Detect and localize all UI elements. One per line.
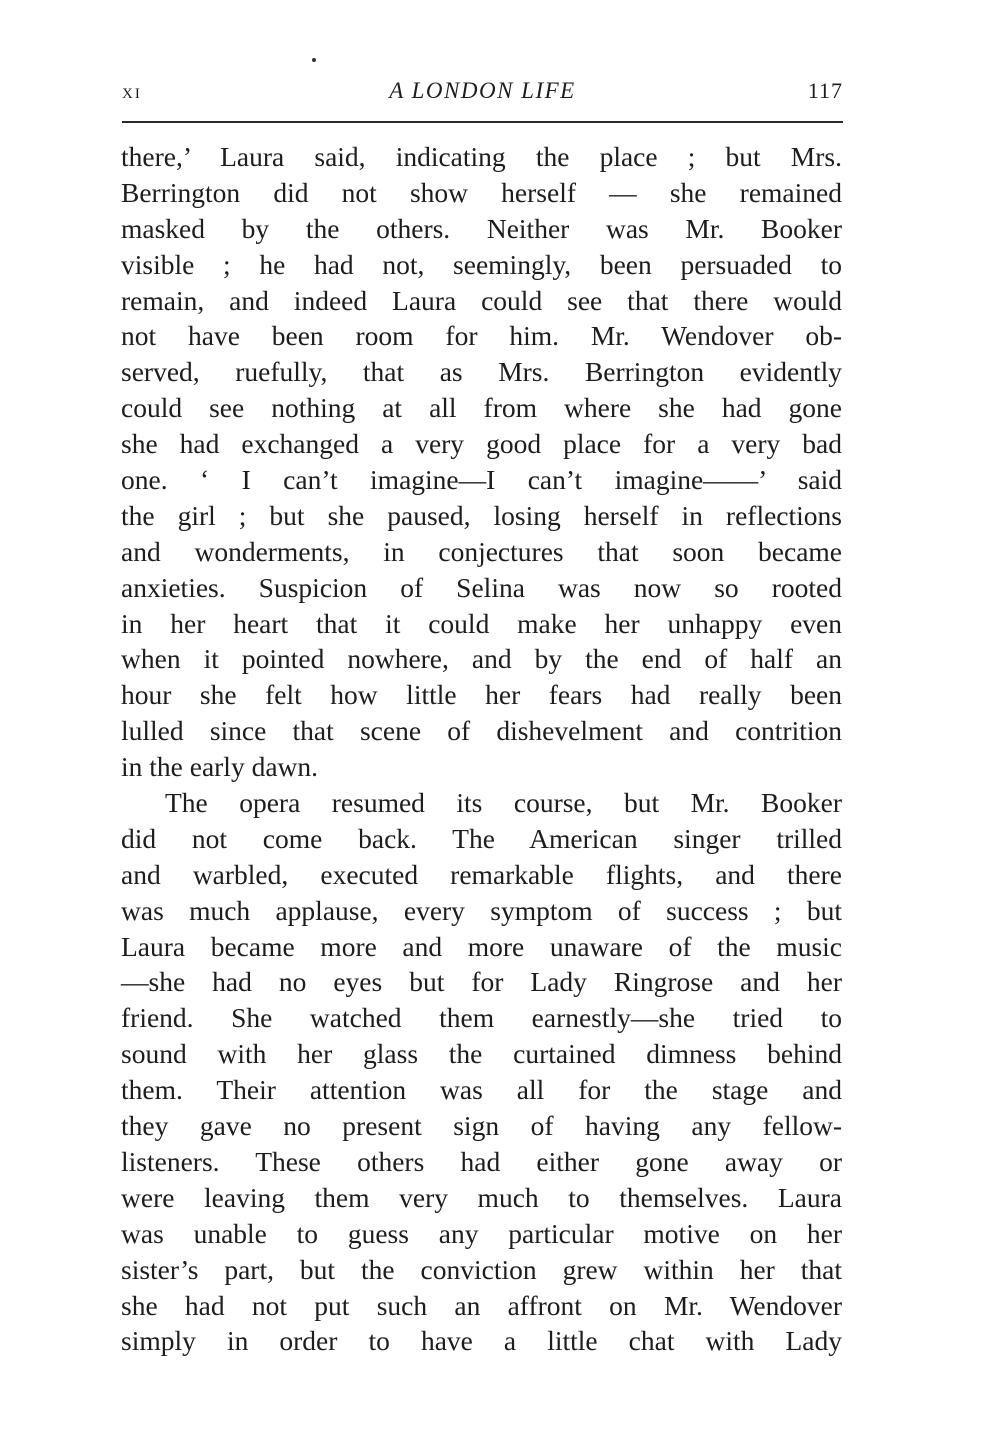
book-title: A LONDON LIFE (389, 78, 576, 103)
text-line: when it pointed nowhere, and by the end of half an (121, 643, 842, 675)
text-line: masked by the others. Neither was Mr. Booker (121, 212, 842, 244)
text-line: they gave no present sign of having any fellow- (121, 1110, 842, 1142)
text-line: did not come back. The American singer trilled (121, 822, 842, 854)
text-line: the girl ; but she paused, losing herself in reflections (121, 499, 842, 531)
text-line: one. ‘ I can’t imagine—I can’t imagine——’ said (121, 464, 842, 496)
chapter-number: xi (122, 78, 142, 103)
text-line: there,’ Laura said, indicating the place ; but Mrs. (121, 141, 842, 172)
header-rule (122, 121, 843, 123)
text-line: not have been room for him. Mr. Wendover ob- (121, 320, 842, 352)
text-line: lulled since that scene of dishevelment and contrition (121, 715, 842, 747)
text-line: friend. She watched them earnestly—she tried to (121, 1002, 842, 1034)
running-head (122, 78, 843, 112)
text-line: remain, and indeed Laura could see that there would (121, 284, 842, 316)
text-line: were leaving them very much to themselves. Laura (121, 1181, 842, 1213)
text-line: sister’s part, but the conviction grew within her that (121, 1253, 842, 1285)
text-line: Berrington did not show herself — she remained (121, 176, 842, 208)
text-line: and wonderments, in conjectures that soon became (121, 535, 842, 567)
text-line: was much applause, every symptom of success ; but (121, 894, 842, 926)
text-line: was unable to guess any particular motive on her (121, 1217, 842, 1249)
text-line: anxieties. Suspicion of Selina was now so rooted (121, 571, 842, 603)
text-line: sound with her glass the curtained dimness behind (121, 1038, 842, 1070)
text-line: hour she felt how little her fears had really been (121, 679, 842, 711)
text-line: could see nothing at all from where she had gone (121, 392, 842, 424)
paragraph (121, 785, 842, 1359)
text-line: in her heart that it could make her unhappy even (121, 607, 842, 639)
text-line: Laura became more and more unaware of the music (121, 930, 842, 962)
page-number: 117 (807, 78, 843, 103)
text-line: simply in order to have a little chat with Lady (121, 1325, 842, 1357)
ink-speck (312, 58, 316, 62)
body-text (121, 139, 842, 1359)
text-line: she had not put such an affront on Mr. Wendover (121, 1289, 842, 1321)
text-line: visible ; he had not, seemingly, been persuaded to (121, 248, 842, 280)
text-line: The opera resumed its course, but Mr. Booker (165, 787, 842, 819)
text-line: and warbled, executed remarkable flights, and there (121, 858, 842, 890)
text-line: she had exchanged a very good place for a very bad (121, 428, 842, 460)
text-line: them. Their attention was all for the stage and (121, 1074, 842, 1106)
text-line: in the early dawn. (121, 751, 319, 783)
text-line: —she had no eyes but for Lady Ringrose and her (121, 966, 842, 998)
text-line: served, ruefully, that as Mrs. Berrington evidently (121, 356, 842, 388)
paragraph (121, 139, 842, 785)
text-line: listeners. These others had either gone away or (121, 1145, 842, 1177)
